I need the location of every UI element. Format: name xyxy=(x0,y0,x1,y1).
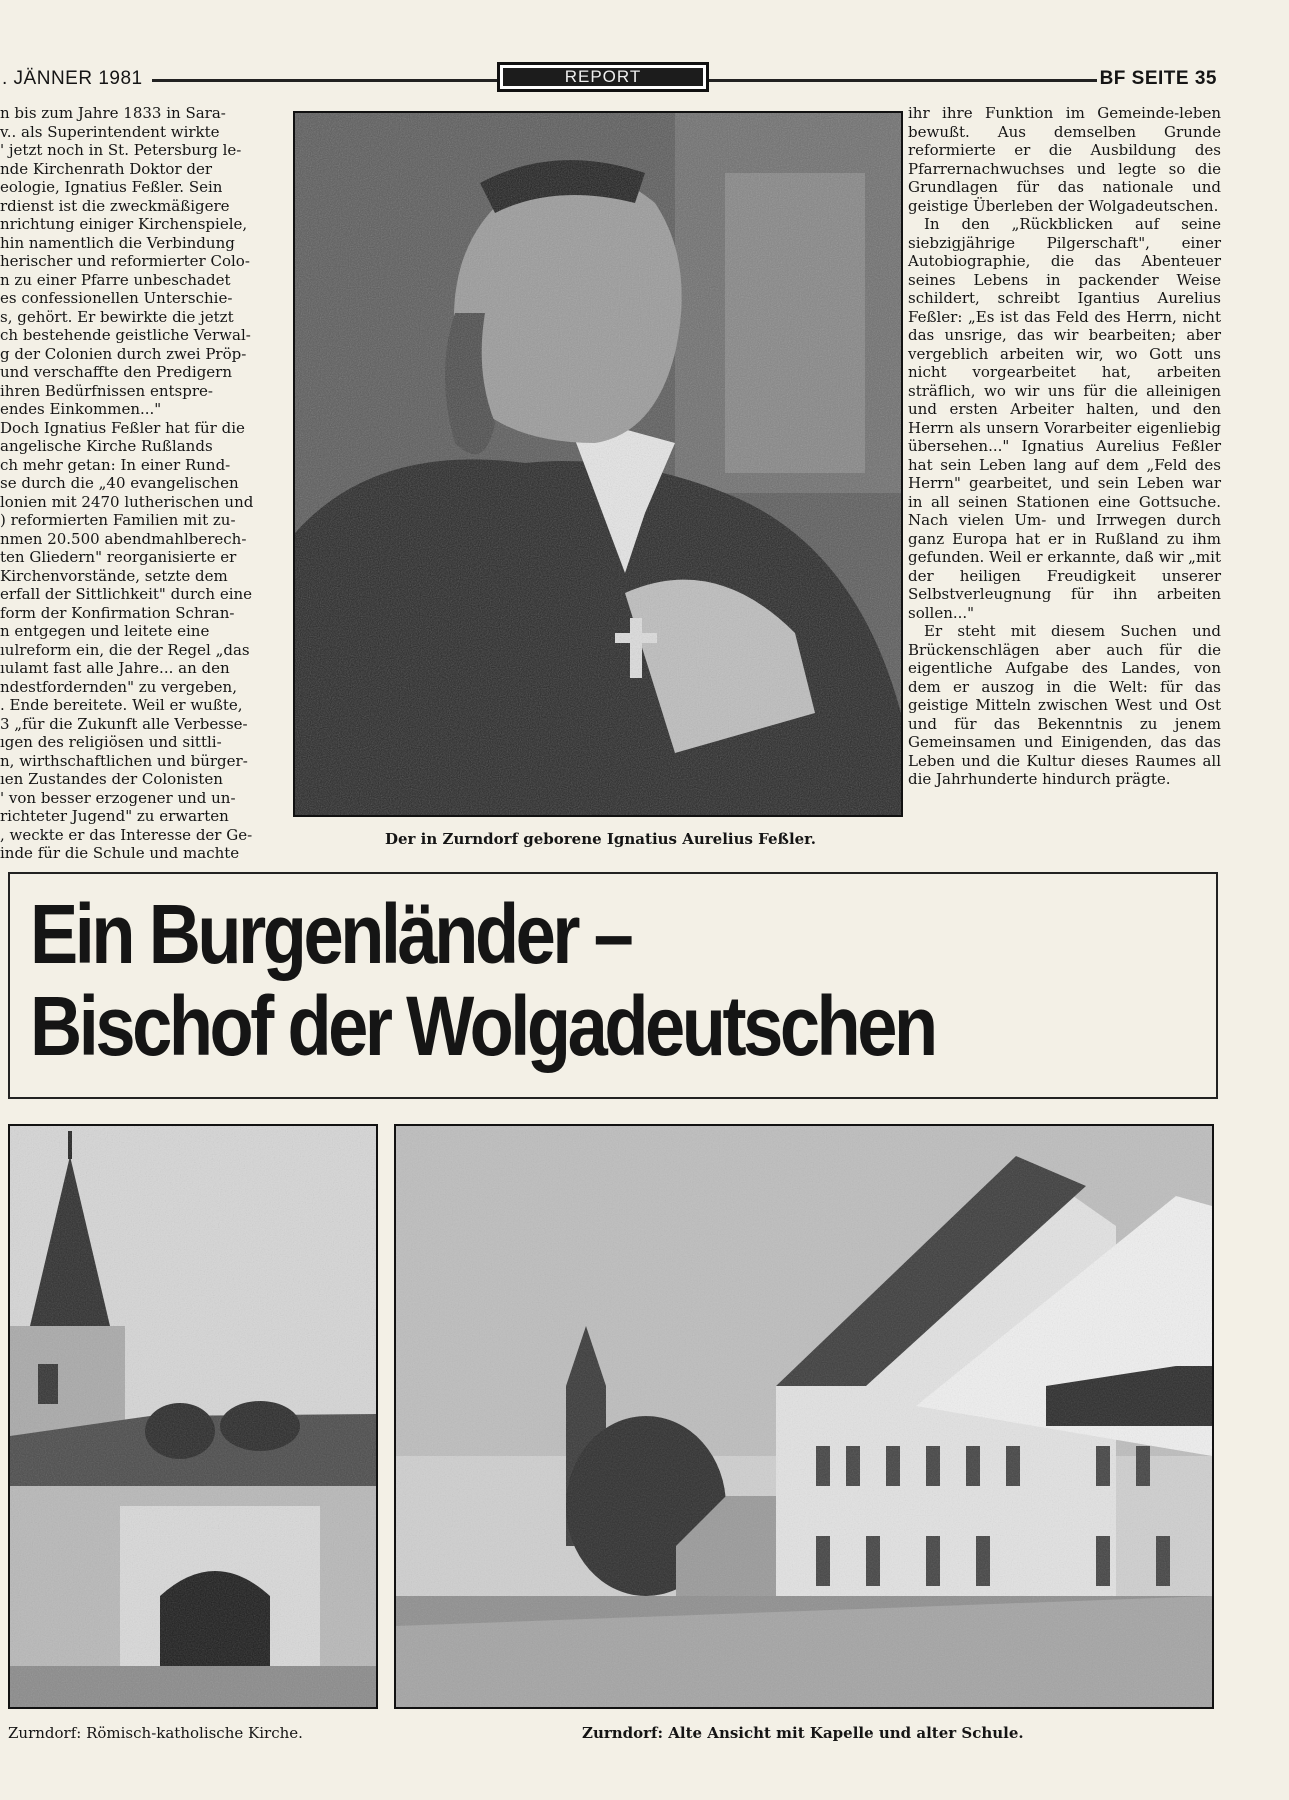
issue-date: . JÄNNER 1981 xyxy=(2,68,143,89)
header-rule-right xyxy=(709,79,1097,82)
church-photo xyxy=(8,1124,378,1709)
article-left-line: n, wirthschaftlichen und bürger- xyxy=(0,751,248,770)
article-left-line: ıen Zustandes der Colonisten xyxy=(0,770,223,788)
street-photo xyxy=(394,1124,1214,1709)
article-left-line: eologie, Ignatius Feßler. Sein xyxy=(0,178,223,196)
article-left-line: n zu einer Pfarre unbeschadet xyxy=(0,270,231,289)
article-left-line: , weckte er das Interesse der Ge- xyxy=(0,825,253,844)
article-left-line: v.. als Superintendent wirkte xyxy=(0,122,220,141)
article-left-line: ch mehr getan: In einer Rund- xyxy=(0,455,231,474)
article-right-column xyxy=(908,104,1221,789)
article-left-line: hin namentlich die Verbindung xyxy=(0,233,235,252)
headline-line-1: Ein Burgenländer – xyxy=(30,887,631,981)
article-left-line: ndestfordernden" zu vergeben, xyxy=(0,677,237,696)
article-paragraph: In den „Rückblicken auf seine siebzigjährige Pilgerschaft", einer Autobiographie, die das Abenteuer seines Lebens in packender Weise schildert, schreibt Igantius Aurelius Feßler: „Es ist das Feld des Herrn, nicht das unsrige, das wir bearbeiten; aber vergeblich arbeiten wir, wo Gott uns nicht vorgearbeitet hat, arbeiten sträflich, wo wir uns für die alleinigen und ersten Arbeiter halten, und den Herrn als unsern Vorarbeiter eigenliebig übersehen..." Ignatius Aurelius Feßler hat sein Leben lang auf dem „Feld des Herrn" gearbeitet, und sein Leben war in all seinen Stationen eine Gottsuche. Nach vielen Um- und Irrwegen durch ganz Europa hat er in Rußland zu ihm gefunden. Weil er erkannte, daß wir „mit der heiligen Freudigkeit unserer Selbstverleugnung für ihn arbeiten sollen..." xyxy=(908,215,1221,622)
article-left-line: rdienst ist die zweckmäßigere xyxy=(0,196,230,215)
street-illustration xyxy=(396,1126,1212,1707)
article-left-line: ' jetzt noch in St. Petersburg le- xyxy=(0,141,242,159)
portrait-illustration xyxy=(295,113,901,815)
article-left-line: g der Colonien durch zwei Pröp- xyxy=(0,344,247,363)
article-left-line: ten Gliedern" reorganisierte er xyxy=(0,548,237,566)
article-left-line: erfall der Sittlichkeit" durch eine xyxy=(0,585,253,603)
church-illustration xyxy=(10,1126,376,1707)
article-left-line: Doch Ignatius Feßler hat für die xyxy=(0,418,245,437)
street-caption: Zurndorf: Alte Ansicht mit Kapelle und alter Schule. xyxy=(582,1724,1024,1742)
section-label: REPORT xyxy=(503,68,703,86)
article-left-line: angelische Kirche Rußlands xyxy=(0,437,213,455)
article-left-line: lonien mit 2470 lutherischen und xyxy=(0,492,254,511)
portrait-caption: Der in Zurndorf geborene Ignatius Aurelius Feßler. xyxy=(385,830,816,848)
article-left-line: ıulreform ein, die der Regel „das xyxy=(0,640,250,659)
article-left-line: inde für die Schule und machte xyxy=(0,844,240,862)
article-left-line: herischer und reformierter Colo- xyxy=(0,252,250,270)
article-paragraph: ihr ihre Funktion im Gemeinde-leben bewußt. Aus demselben Grunde reformierte er die Ausbildung des Pfarrernachwuchses und legte so die Grundlagen für das nationale und geistige Überleben der Wolgadeutschen. xyxy=(908,104,1221,215)
article-left-line: ihren Bedürfnissen entspre- xyxy=(0,381,213,400)
article-left-line: ) reformierten Familien mit zu- xyxy=(0,511,236,529)
article-left-line: s, gehört. Er bewirkte die jetzt xyxy=(0,307,234,326)
article-left-line: ch bestehende geistliche Verwal- xyxy=(0,326,251,344)
article-left-line: . Ende bereitete. Weil er wußte, xyxy=(0,696,243,714)
article-paragraph: Er steht mit diesem Suchen und Brückenschlägen aber auch für die eigentliche Aufgabe des Landes, von dem er auszog in die Welt: für das geistige Mitteln zwischen West und Ost und für das Bekenntnis zu jenem Gemeinsamen und Einigenden, das das Leben und die Kultur dieses Raumes all die Jahrhunderte hindurch prägte. xyxy=(908,622,1221,788)
article-left-line: 3 „für die Zukunft alle Verbesse- xyxy=(0,714,248,733)
church-caption: Zurndorf: Römisch-katholische Kirche. xyxy=(8,1724,303,1742)
article-left-line: ıgen des religiösen und sittli- xyxy=(0,733,222,751)
article-left-line: n entgegen und leitete eine xyxy=(0,622,210,640)
header-rule-left xyxy=(152,79,497,82)
article-left-line: nrichtung einiger Kirchenspiele, xyxy=(0,215,248,233)
article-left-line: se durch die „40 evangelischen xyxy=(0,474,239,492)
article-left-line: richteter Jugend" zu erwarten xyxy=(0,807,229,825)
article-left-line: und verschaffte den Predigern xyxy=(0,363,233,381)
article-left-column xyxy=(0,104,276,863)
article-left-line: n bis zum Jahre 1833 in Sara- xyxy=(0,104,226,122)
section-badge xyxy=(497,62,709,92)
article-left-line: ' von besser erzogener und un- xyxy=(0,788,236,807)
article-left-line: Kirchenvorstände, setzte dem xyxy=(0,566,228,585)
article-left-line: nmen 20.500 abendmahlberech- xyxy=(0,529,247,548)
article-left-line: ıulamt fast alle Jahre... an den xyxy=(0,659,230,677)
portrait-photo xyxy=(293,111,903,817)
article-left-line: nde Kirchenrath Doktor der xyxy=(0,159,213,178)
headline-box xyxy=(8,872,1218,1099)
headline xyxy=(30,888,1045,1072)
article-left-line: form der Konfirmation Schran- xyxy=(0,603,235,622)
article-left-line: endes Einkommen..." xyxy=(0,400,162,418)
page-number: BF SEITE 35 xyxy=(1099,68,1217,89)
headline-line-2: Bischof der Wolgadeutschen xyxy=(30,979,935,1073)
article-left-line: es confessionellen Unterschie- xyxy=(0,289,233,307)
